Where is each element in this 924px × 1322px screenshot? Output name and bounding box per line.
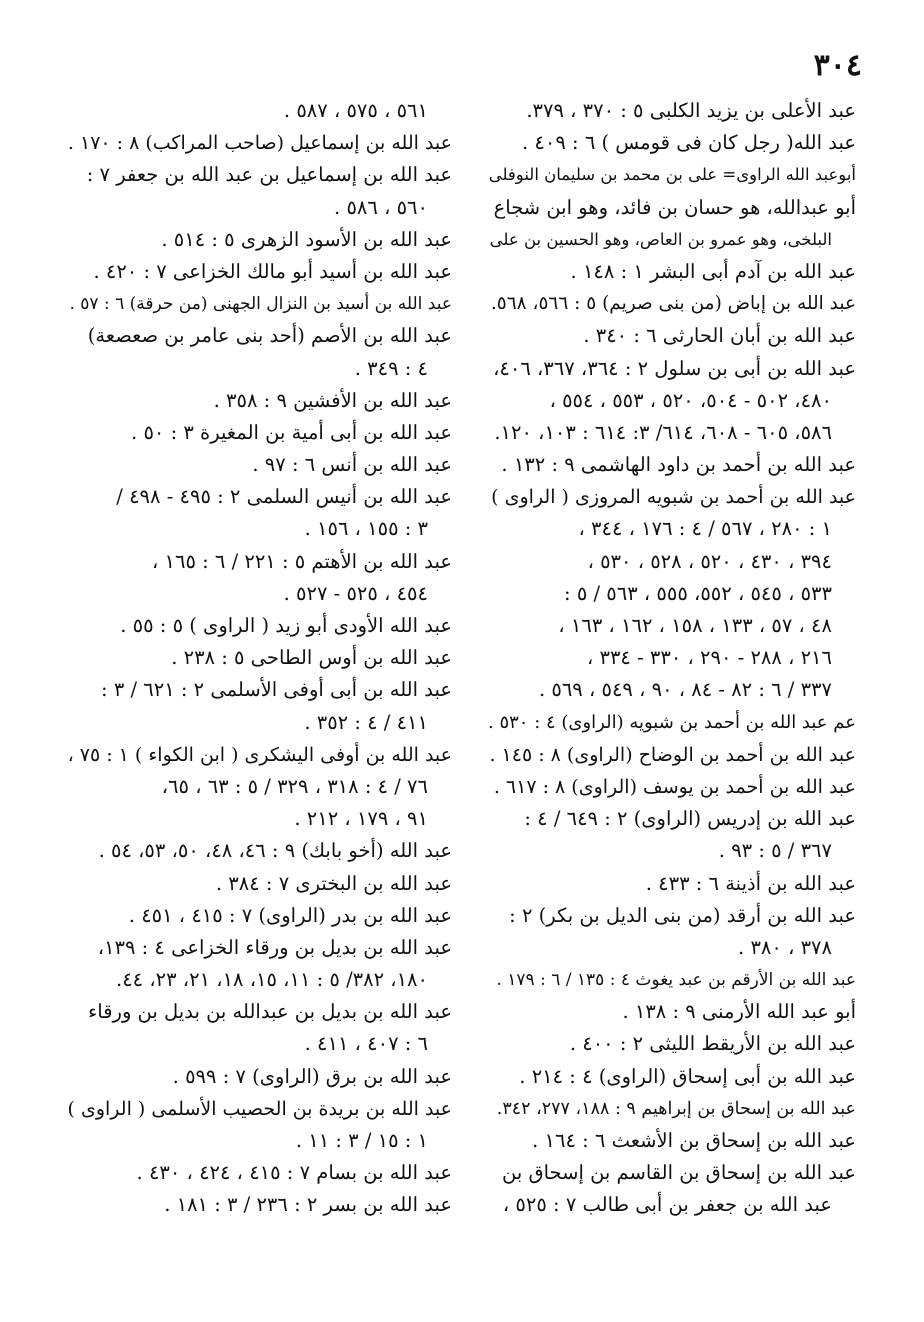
- index-entry-line: عبد الله بن أوفى اليشكرى ( ابن الكواء ) ١ : ٧٥ ،: [67, 743, 452, 766]
- index-entry-line: عبد الله بن أنس ٦ : ٩٧ .: [252, 453, 452, 477]
- index-entry-line: عبد الله بن آدم أبى البشر ١ : ١٤٨ .: [570, 259, 856, 283]
- index-entry-line: ٣٣٧ / ٦ : ٨٢ - ٨٤ ، ٩٠ ، ٥٤٩ ، ٥٦٩ .: [538, 678, 832, 702]
- index-entry-line: ٤٨٠، ٥٠٢ - ٥٠٤، ٥٢٠ ، ٥٥٣ ، ٥٥٤ ،: [549, 388, 832, 412]
- index-entry-line: عم عبد الله بن أحمد بن شبويه (الراوى) ٤ : ٥٣٠ .: [488, 711, 856, 733]
- index-entry-line: عبد الله( رجل كان فى قومس ) ٦ : ٤٠٩ .: [522, 131, 856, 155]
- index-entry-line: ٣٧٨ ، ٣٨٠ .: [738, 935, 832, 959]
- index-entry-line: عبد الله بن إسحاق بن الأشعث ٦ : ١٦٤ .: [532, 1129, 856, 1152]
- index-entry-line: عبد الله بن جعفر بن أبى طالب ٧ : ٥٢٥ ،: [502, 1193, 832, 1217]
- index-entry-line: ٦ : ٤٠٧ ، ٤١١ .: [304, 1032, 428, 1056]
- index-entry-line: ٥٦١ ، ٥٧٥ ، ٥٨٧ .: [283, 99, 428, 122]
- index-entry-line: عبد الله (أخو بابك) ٩ : ٤٦، ٤٨، ٥٠، ٥٣، ٥٤ .: [98, 839, 452, 863]
- index-entry-line: ٣٩٤ ، ٤٣٠ ، ٥٢٠ ، ٥٢٨ ، ٥٣٠ ،: [587, 549, 832, 573]
- index-entry-line: عبد الله بن أسيد بن النزال الجهنى (من حرقة) ٦ : ٥٧ .: [69, 294, 452, 315]
- index-entry-line: عبد الله بن أذينة ٦ : ٤٣٣ .: [645, 871, 856, 895]
- index-entry-line: ٣ : ١٥٥ ، ١٥٦ .: [304, 517, 428, 541]
- index-entry-line: ٤١١ / ٤ : ٣٥٢ .: [304, 710, 428, 734]
- index-entry-line: عبد الله بن أبان الحارثى ٦ : ٣٤٠ .: [583, 324, 856, 348]
- index-entry-line: عبد الله بن أبى أمية بن المغيرة ٣ : ٥٠ .: [131, 420, 452, 444]
- index-entry-line: ١٨٠، ٣٨٢/ ٥ : ١١، ١٥، ١٨، ٢١، ٢٣، ٤٤.: [116, 968, 428, 992]
- index-entry-line: عبد الله بن أبى إسحاق (الراوى) ٤ : ٢١٤ .: [519, 1064, 856, 1088]
- page-number: ٣٠٤: [813, 48, 862, 83]
- index-entry-line: عبد الله بن أحمد بن داود الهاشمى ٩ : ١٣٢ .: [501, 453, 856, 477]
- index-entry-line: عبد الله بن أحمد بن يوسف (الراوى) ٨ : ٦١٧ .: [493, 775, 856, 798]
- index-entry-line: عبد الله بن بديل بن عبدالله بن بديل بن ورقاء: [88, 1000, 452, 1024]
- index-entry-line: عبد الله بن أحمد بن شبويه المروزى ( الراوى ): [491, 486, 856, 509]
- index-entry-line: عبد الله بن إسماعيل (صاحب المراكب) ٨ : ١٧٠ .: [67, 132, 452, 155]
- index-entry-line: عبد الله بن أنيس السلمى ٢ : ٤٩٥ - ٤٩٨ /: [116, 485, 452, 509]
- index-entry-line: عبد الله بن الأسود الزهرى ٥ : ٥١٤ .: [161, 227, 452, 251]
- index-entry-line: عبد الله بن أوس الطاحى ٥ : ٢٣٨ .: [171, 646, 452, 670]
- index-entry-line: عبد الله بن الأفشين ٩ : ٣٥٨ .: [213, 388, 452, 412]
- index-column-left: [60, 95, 452, 1222]
- index-entry-line: عبد الله بن إسحاق بن إبراهيم ٩ : ١٨٨، ٢٧٧، ٣٤٢.: [496, 1098, 856, 1119]
- index-entry-line: أبو عبد الله الأرمنى ٩ : ١٣٨ .: [622, 1000, 856, 1024]
- index-entry-line: عبد الله بن الأصم (أحد بنى عامر بن صعصعة): [87, 324, 452, 348]
- index-entry-line: عبد الأعلى بن يزيد الكلبى ٥ : ٣٧٠ ، ٣٧٩.: [526, 99, 856, 122]
- index-entry-line: عبد الله بن بدر (الراوى) ٧ : ٤١٥ ، ٤٥١ .: [128, 903, 452, 927]
- index-entry-line: عبد الله الأودى أبو زيد ( الراوى ) ٥ : ٥٥ .: [120, 614, 452, 637]
- index-entry-line: عبد الله بن بريدة بن الحصيب الأسلمى ( الراوى ): [67, 1097, 452, 1120]
- index-entry-line: ١ : ١٥ / ٣ : ١١ .: [295, 1129, 428, 1152]
- index-entry-line: ٥٨٦، ٦٠٥ - ٦٠٨، ٦١٤/ ٣: ٦١٤ : ١٠٣، ١٢٠.: [494, 420, 832, 444]
- index-entry-line: عبد الله بن إسماعيل بن عبد الله بن جعفر ٧ :: [86, 163, 452, 187]
- index-entry-line: ٩١ ، ١٧٩ ، ٢١٢ .: [294, 807, 428, 831]
- index-entry-line: ١ : ٢٨٠ ، ٥٦٧ / ٤ : ١٧٦ ، ٣٤٤ ،: [578, 517, 832, 541]
- index-entry-line: عبد الله بن إسحاق بن القاسم بن إسحاق بن: [501, 1161, 856, 1185]
- index-entry-line: ٤ : ٣٤٩ .: [354, 356, 428, 380]
- index-entry-line: عبد الله بن أبى أوفى الأسلمى ٢ : ٦٢١ / ٣ :: [101, 678, 452, 702]
- index-entry-line: عبد الله بن الأريقط الليثى ٢ : ٤٠٠ .: [569, 1032, 856, 1056]
- index-entry-line: عبد الله بن إباض (من بنى صريم) ٥ : ٥٦٦، ٥٦٨.: [490, 293, 856, 315]
- index-entry-line: ٤٥٤ ، ٥٢٥ - ٥٢٧ .: [283, 581, 428, 605]
- index-entry-line: عبد الله بن برق (الراوى) ٧ : ٥٩٩ .: [172, 1064, 452, 1088]
- index-entry-line: ٤٨ ، ٥٧ ، ١٣٣ ، ١٥٨ ، ١٦٢ ، ١٦٣ ،: [558, 614, 832, 637]
- index-entry-line: عبد الله بن بديل بن ورقاء الخزاعى ٤ : ١٣٩،: [97, 935, 452, 959]
- index-entry-line: ٣٦٧ / ٥ : ٩٣ .: [718, 839, 832, 863]
- index-entry-line: عبد الله بن أرقد (من بنى الديل بن بكر) ٢ :: [509, 903, 856, 927]
- index-entry-line: أبوعبد الله الراوى= على بن محمد بن سليمان النوفلى: [488, 165, 856, 185]
- index-entry-line: البلخى، وهو عمرو بن العاص، وهو الحسين بن على: [489, 229, 832, 249]
- index-entry-line: عبد الله بن الأهتم ٥ : ٢٢١ / ٦ : ١٦٥ ،: [152, 549, 452, 573]
- index-entry-line: عبد الله بن بسر ٢ : ٢٣٦ / ٣ : ١٨١ .: [164, 1193, 452, 1217]
- index-entry-line: عبد الله بن أسيد أبو مالك الخزاعى ٧ : ٤٢٠ .: [93, 259, 452, 283]
- index-entry-line: ٧٦ / ٤ : ٣١٨ ، ٣٢٩ / ٥ : ٦٣ ، ٦٥،: [161, 774, 428, 798]
- index-entry-line: عبد الله بن أحمد بن الوضاح (الراوى) ٨ : ١٤٥ .: [489, 743, 856, 766]
- index-entry-line: أبو عبدالله، هو حسان بن فائد، وهو ابن شجاع: [493, 195, 856, 219]
- index-column-right: [488, 95, 856, 1222]
- index-entry-line: ٢١٦ ، ٢٨٨ - ٢٩٠ ، ٣٣٠ - ٣٣٤ ،: [586, 646, 832, 670]
- index-entry-line: عبد الله بن الأرقم بن عبد يغوث ٤ : ١٣٥ / ٦ : ١٧٩ .: [496, 970, 856, 991]
- index-entry-line: ٥٦٠ ، ٥٨٦ .: [334, 195, 428, 219]
- index-entry-line: عبد الله بن بسام ٧ : ٤١٥ ، ٤٢٤ ، ٤٣٠ .: [136, 1161, 452, 1185]
- index-entry-line: عبد الله بن إدريس (الراوى) ٢ : ٦٤٩ / ٤ :: [524, 807, 856, 831]
- index-entry-line: عبد الله بن البخترى ٧ : ٣٨٤ .: [215, 871, 452, 895]
- index-entry-line: ٥٣٣ ، ٥٤٥ ، ٥٥٢، ٥٥٥ ، ٥٦٣ / ٥ :: [564, 581, 832, 605]
- index-entry-line: عبد الله بن أبى بن سلول ٢ : ٣٦٤، ٣٦٧، ٤٠٦،: [493, 356, 856, 380]
